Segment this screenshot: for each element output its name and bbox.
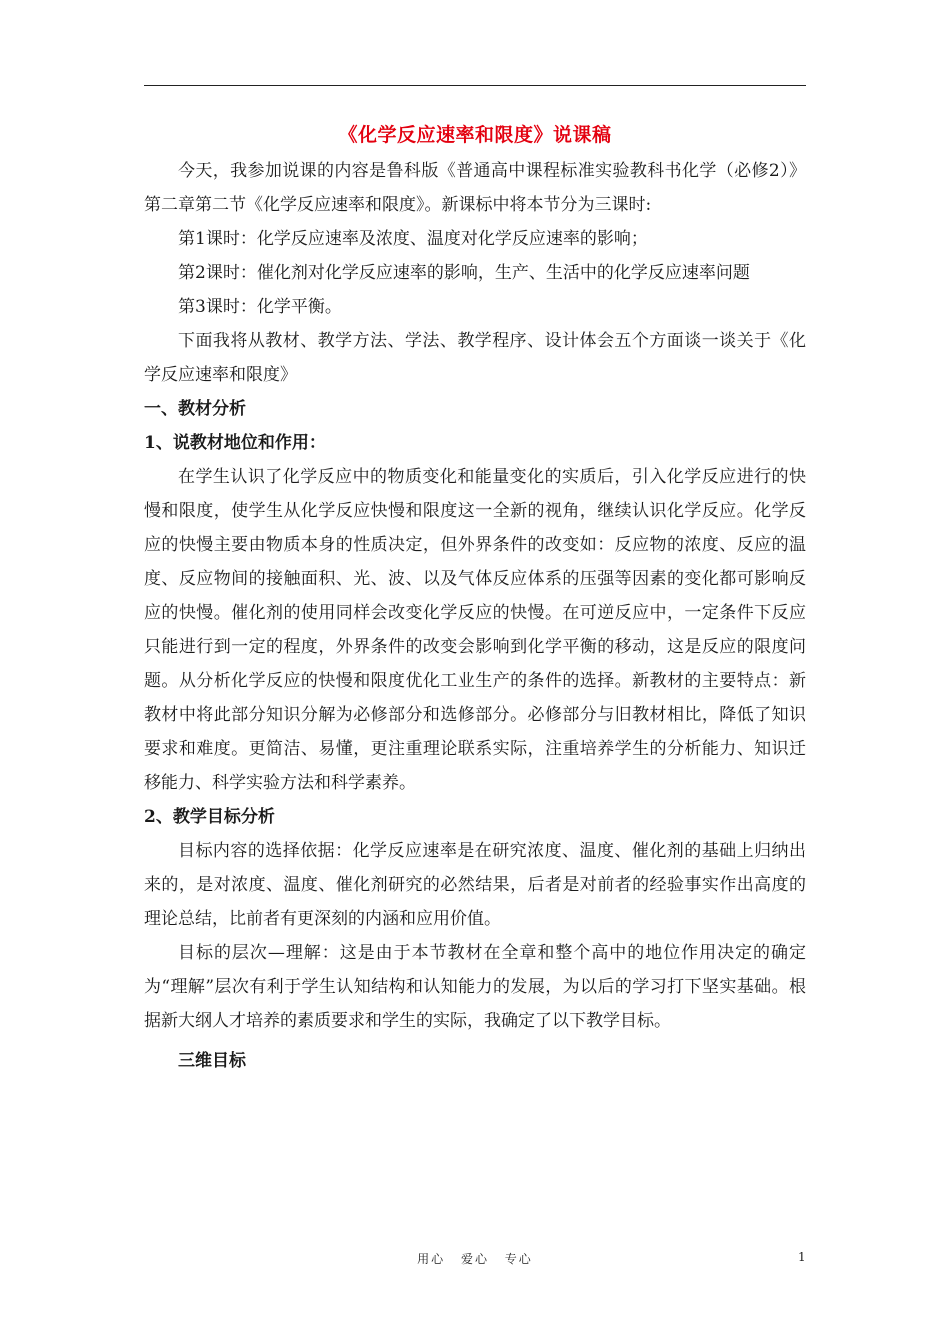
lesson-3-line: 第3课时：化学平衡。 xyxy=(178,297,342,317)
outline-paragraph: 下面我将从教材、教学方法、学法、教学程序、设计体会五个方面谈一谈关于《化学反应速率和限度》 xyxy=(144,331,806,385)
header-rule xyxy=(144,85,806,86)
goals-basis-paragraph: 目标内容的选择依据：化学反应速率是在研究浓度、温度、催化剂的基础上归纳出来的，是对浓度、温度、催化剂研究的必然结果，后者是对前者的经验事实作出高度的理论总结，比前者有更深刻的内涵和应用价值。 xyxy=(144,841,806,929)
document-body xyxy=(144,118,806,1078)
subsection-heading-role: 1、说教材地位和作用： xyxy=(144,433,326,453)
footer-motto: 用心 爱心 专心 xyxy=(417,1252,533,1266)
page-number: 1 xyxy=(798,1250,806,1264)
subsection-heading-goals: 2、教学目标分析 xyxy=(144,807,275,827)
role-paragraph: 在学生认识了化学反应中的物质变化和能量变化的实质后，引入化学反应进行的快慢和限度，使学生从化学反应快慢和限度这一全新的视角，继续认识化学反应。化学反应的快慢主要由物质本身的性质决定，但外界条件的改变如：反应物的浓度、反应的温度、反应物间的接触面积、光、波、以及气体反应体系的压强等因素的变化都可影响反应的快慢。催化剂的使用同样会改变化学反应的快慢。在可逆反应中，一定条件下反应只能进行到一定的程度，外界条件的改变会影响到化学平衡的移动，这是反应的限度问题。从分析化学反应的快慢和限度优化工业生产的条件的选择。新教材的主要特点：新教材中将此部分知识分解为必修部分和选修部分。必修部分与旧教材相比，降低了知识要求和难度。更简洁、易懂，更注重理论联系实际，注重培养学生的分析能力、知识迁移能力、科学实验方法和科学素养。 xyxy=(144,467,806,793)
section-heading-materials: 一、教材分析 xyxy=(144,399,246,419)
lesson-1-line: 第1课时：化学反应速率及浓度、温度对化学反应速率的影响； xyxy=(178,229,648,249)
lesson-2-line: 第2课时：催化剂对化学反应速率的影响，生产、生活中的化学反应速率问题 xyxy=(178,263,750,283)
intro-paragraph: 今天，我参加说课的内容是鲁科版《普通高中课程标准实验教科书化学（必修2）》第二章第二节《化学反应速率和限度》。新课标中将本节分为三课时: xyxy=(144,161,806,215)
goals-level-paragraph: 目标的层次—理解：这是由于本节教材在全章和整个高中的地位作用决定的确定为“理解”层次有利于学生认知结构和认知能力的发展，为以后的学习打下坚实基础。根据新大纲人才培养的素质要求和学生的实际，我确定了以下教学目标。 xyxy=(144,943,806,1031)
document-title: 《化学反应速率和限度》说课稿 xyxy=(338,124,612,146)
three-dimensional-goals-heading: 三维目标 xyxy=(178,1051,246,1071)
